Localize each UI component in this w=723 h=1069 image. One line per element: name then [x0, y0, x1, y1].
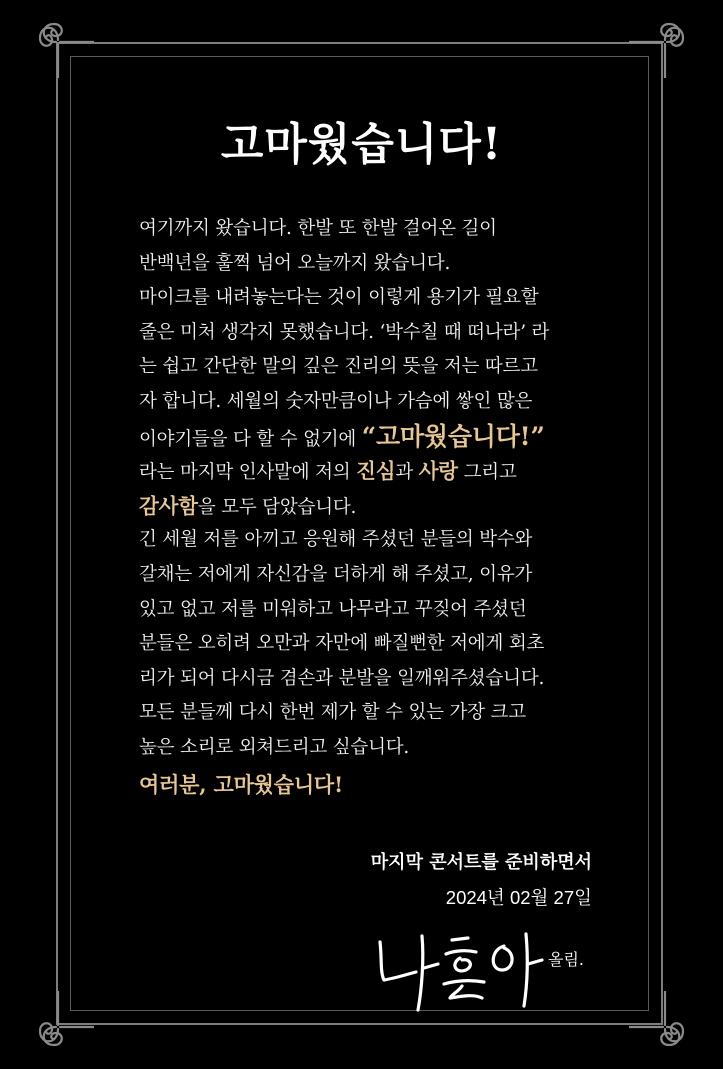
body-line: 반백년을 훌쩍 넘어 오늘까지 왔습니다. [139, 252, 451, 274]
body-line: 모든 분들께 다시 한번 제가 할 수 있는 가장 크고 [139, 702, 526, 724]
body-text: 라는 마지막 인사말에 저의 [139, 462, 351, 484]
body-line: 높은 소리로 외쳐드리고 싶습니다. [139, 736, 410, 758]
highlight-gratitude: 감사함 [139, 493, 198, 518]
letter-date: 2024년 02월 27일 [445, 887, 592, 908]
corner-ornament-icon [36, 991, 94, 1049]
body-line: 있고 없고 저를 미워하고 나무라고 꾸짖어 주셨던 [139, 598, 527, 620]
corner-ornament-icon [629, 991, 687, 1049]
quoted-thanks: “고마웠습니다!” [361, 421, 545, 451]
body-line: 마이크를 내려놓는다는 것이 이렇게 용기가 필요할 [139, 287, 539, 309]
letter-body [139, 212, 609, 802]
body-line [139, 454, 609, 489]
highlight-sincerity: 진심 [356, 459, 396, 484]
body-text: 그리고 [463, 462, 517, 484]
highlight-love: 사랑 [418, 459, 458, 484]
closing-line: 여러분, 고마웠습니다! [139, 771, 344, 797]
body-line: 자 합니다. 세월의 숫자만큼이나 가슴에 쌓인 많은 [139, 390, 533, 412]
corner-ornament-icon [629, 20, 687, 78]
letter-title: 고마웠습니다! [220, 119, 503, 170]
sign-caption: 마지막 콘서트를 준비하면서 [370, 852, 592, 873]
body-text: 을 모두 담았습니다. [197, 496, 357, 518]
body-line: 분들은 오히려 오만과 자만에 빠질뻔한 저에게 회초 [139, 633, 545, 655]
body-line: 여기까지 왔습니다. 한발 또 한발 걸어온 길이 [139, 218, 497, 239]
body-text: 이야기들을 다 할 수 없기에 [139, 428, 357, 450]
body-line: 긴 세월 저를 아끼고 응원해 주셨던 분들의 박수와 [139, 529, 533, 551]
body-line [139, 420, 609, 455]
corner-ornament-icon [36, 20, 94, 78]
body-line: 갈채는 저에게 자신감을 더하게 해 주셨고, 이유가 [139, 563, 533, 585]
body-line: 줄은 미처 생각지 못했습니다. ‘박수칠 때 떠나라’ 라 [139, 321, 550, 343]
body-text: 과 [395, 462, 414, 484]
body-line: 리가 되어 다시금 겸손과 분발을 일깨워주셨습니다. [139, 667, 545, 689]
body-line: 는 쉽고 간단한 말의 깊은 진리의 뜻을 저는 따르고 [139, 356, 538, 378]
handwritten-signature [372, 928, 552, 1012]
signature-suffix: 올림. [548, 950, 584, 969]
body-line [139, 489, 609, 524]
